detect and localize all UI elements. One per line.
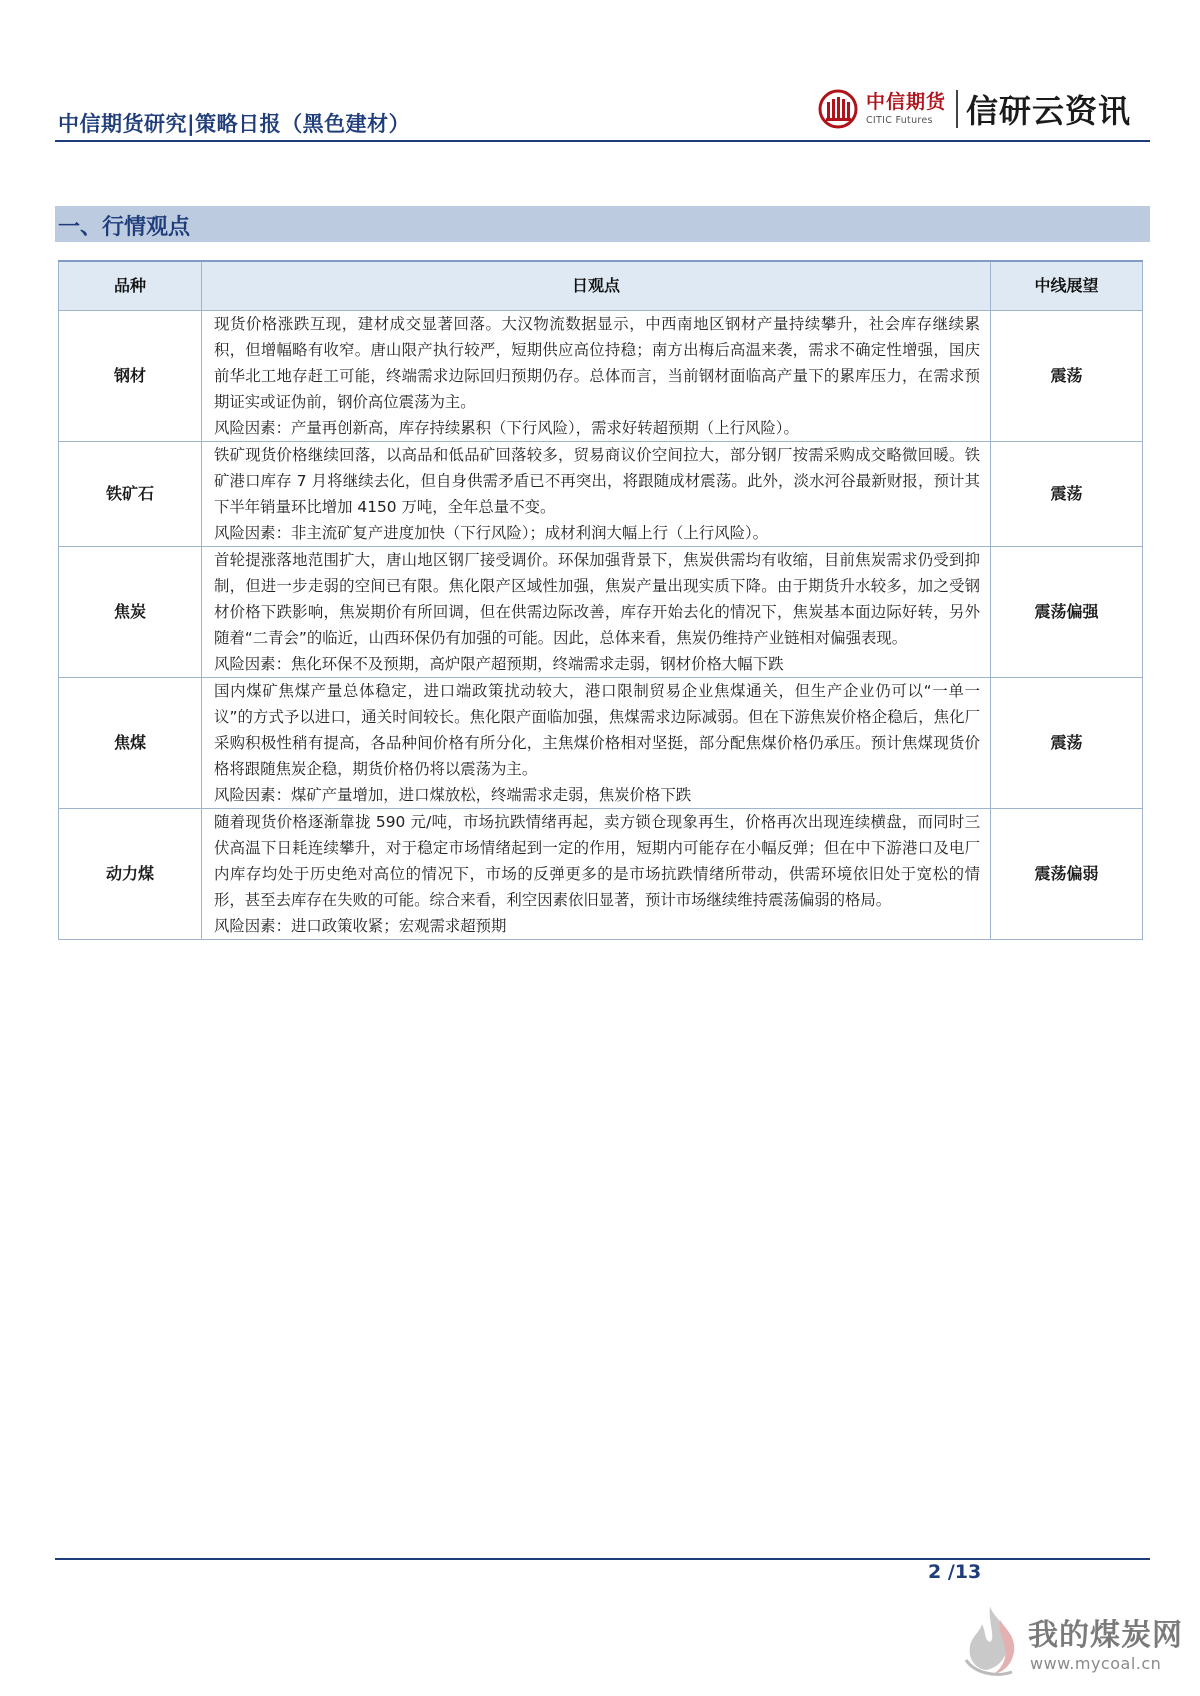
footer-rule [55,1558,1150,1560]
header-outlook: 中线展望 [991,261,1143,311]
variety-cell: 焦炭 [59,547,202,678]
header-rule [55,140,1150,142]
table-row [59,311,1143,442]
page-number: 2 /13 [928,1561,982,1583]
logo-cn-text: 中信期货 [866,90,947,113]
variety-cell: 动力煤 [59,809,202,940]
brand-name: 信研云资讯 [966,92,1132,130]
risk-factors: 风险因素：产量再创新高，库存持续累积（下行风险），需求好转超预期（上行风险）。 [214,419,799,437]
risk-factors: 风险因素：进口政策收紧；宏观需求超预期 [214,917,507,935]
view-cell [202,442,991,547]
table-row [59,442,1143,547]
outlook-cell: 震荡 [991,311,1143,442]
view-paragraph: 首轮提涨落地范围扩大，唐山地区钢厂接受调价。环保加强背景下，焦炭供需均有收缩，目前焦炭需求仍受到抑制，但进一步走弱的空间已有限。焦化限产区域性加强，焦炭产量出现实质下降。由于期货升水较多，加之受钢材价格下跌影响，焦炭期价有所回调，但在供需边际改善，库存开始去化的情况下，焦炭基本面边际好转，另外随着“二青会”的临近，山西环保仍有加强的可能。因此，总体来看，焦炭仍维持产业链相对偏强表现。 [214,551,980,647]
citic-emblem-icon [818,89,858,129]
variety-cell: 铁矿石 [59,442,202,547]
risk-factors: 风险因素：非主流矿复产进度加快（下行风险）；成材利润大幅上行（上行风险）。 [214,524,769,542]
view-paragraph: 铁矿现货价格继续回落，以高品和低品矿回落较多，贸易商议价空间拉大，部分钢厂按需采购成交略微回暖。铁矿港口库存 7 月将继续去化，但自身供需矛盾已不再突出，将跟随成材震荡。此外，淡水河谷最新财报，预计其下半年销量环比增加 4150 万吨，全年总量不变。 [214,446,980,516]
watermark-site-name: 我的煤炭网 [1028,1618,1183,1653]
table-header-row [59,261,1143,311]
view-paragraph: 随着现货价格逐渐靠拢 590 元/吨，市场抗跌情绪再起，卖方锁仓现象再生，价格再次出现连续横盘，而同时三伏高温下日耗连续攀升，对于稳定市场情绪起到一定的作用，短期内可能存在小幅反弹；但在中下游港口及电厂内库存均处于历史绝对高位的情况下，市场的反弹更多的是市场抗跌情绪所带动，供需环境依旧处于宽松的情形，甚至去库存在失败的可能。综合来看，利空因素依旧显著，预计市场继续维持震荡偏弱的格局。 [214,813,980,909]
risk-factors: 风险因素：焦化环保不及预期，高炉限产超预期，终端需求走弱，钢材价格大幅下跌 [214,655,784,673]
variety-cell: 焦煤 [59,678,202,809]
risk-factors: 风险因素：煤矿产量增加，进口煤放松，终端需求走弱，焦炭价格下跌 [214,786,692,804]
header-daily-view: 日观点 [202,261,991,311]
view-cell [202,809,991,940]
section-heading-bar [55,206,1150,242]
variety-cell: 钢材 [59,311,202,442]
citic-logo [818,84,1131,134]
logo-en-text: CITIC Futures [866,114,933,126]
view-paragraph: 国内煤矿焦煤产量总体稳定，进口端政策扰动较大，港口限制贸易企业焦煤通关，但生产企业仍可以“一单一议”的方式予以进口，通关时间较长。焦化限产面临加强，焦煤需求边际减弱。但在下游焦炭价格企稳后，焦化厂采购积极性稍有提高，各品种间价格有所分化，主焦煤价格相对坚挺，部分配焦煤价格仍承压。预计焦煤现货价格将跟随焦炭企稳，期货价格仍将以震荡为主。 [214,682,980,778]
view-cell [202,678,991,809]
table-row [59,809,1143,940]
market-view-table [58,260,1143,940]
view-cell [202,311,991,442]
view-cell [202,547,991,678]
table-row [59,547,1143,678]
section-title: 一、行情观点 [58,215,191,240]
outlook-cell: 震荡偏强 [991,547,1143,678]
view-paragraph: 现货价格涨跌互现，建材成交显著回落。大汉物流数据显示，中西南地区钢材产量持续攀升，社会库存继续累积，但增幅略有收窄。唐山限产执行较严，短期供应高位持稳；南方出梅后高温来袭，需求不确定性增强，国庆前华北工地存赶工可能，终端需求边际回归预期仍存。总体而言，当前钢材面临高产量下的累库压力，在需求预期证实或证伪前，钢价高位震荡为主。 [214,315,980,411]
flame-logo-icon [960,1602,1026,1682]
outlook-cell: 震荡偏弱 [991,809,1143,940]
table-row [59,678,1143,809]
watermark-url: www.mycoal.cn [1030,1654,1162,1673]
logo-divider [956,90,958,128]
outlook-cell: 震荡 [991,442,1143,547]
header-variety: 品种 [59,261,202,311]
mycoal-watermark [960,1602,1185,1687]
outlook-cell: 震荡 [991,678,1143,809]
report-title: 中信期货研究|策略日报（黑色建材） [58,112,411,136]
